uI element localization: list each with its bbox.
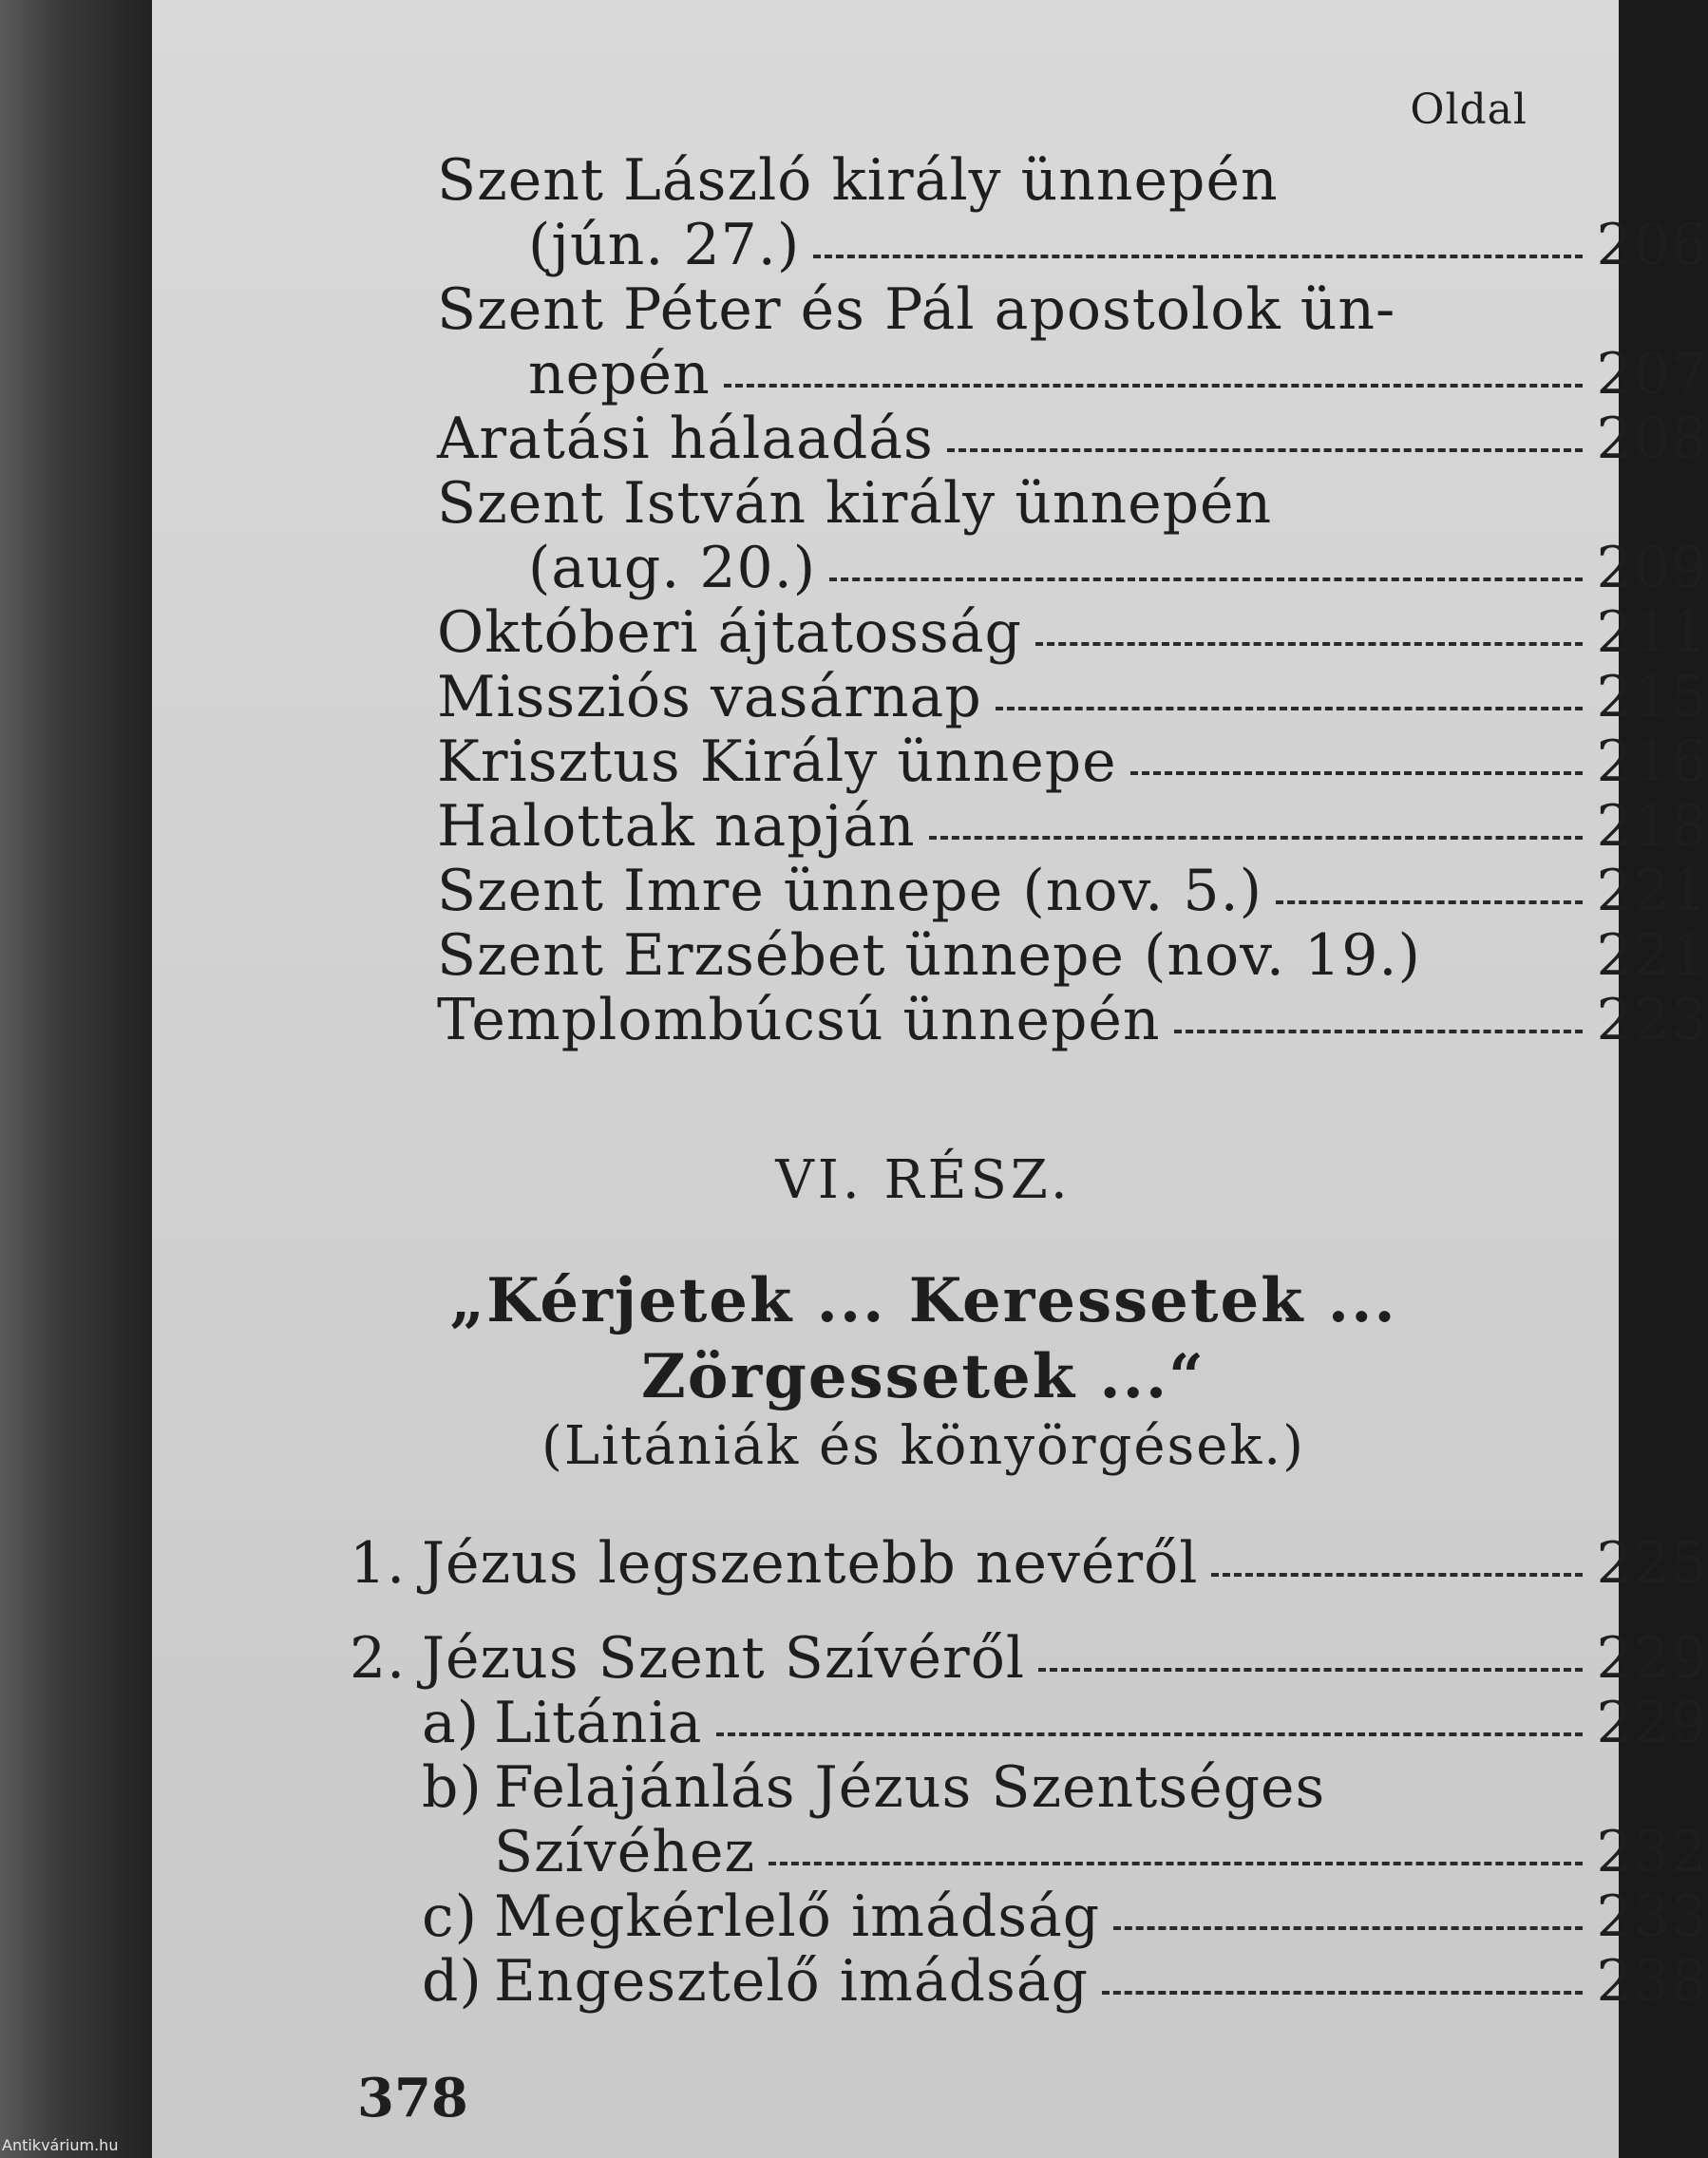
toc-entry-page: 208 xyxy=(1596,406,1708,472)
toc-entry-title: (jún. 27.) xyxy=(528,212,801,278)
toc-entry xyxy=(437,407,1708,471)
toc-entry-title: (aug. 20.) xyxy=(528,535,817,601)
toc-entry-title: Jézus Szent Szívéről xyxy=(422,1625,1026,1692)
leader-dots xyxy=(1276,900,1583,904)
toc-entry xyxy=(437,536,1708,600)
table-of-contents-lower xyxy=(350,1531,1708,2014)
toc-entry xyxy=(437,665,1708,729)
part-subtitle: (Litániák és könyörgések.) xyxy=(541,1415,1305,1477)
toc-entry xyxy=(437,988,1708,1052)
part-title-line-2: Zörgessetek ...“ xyxy=(641,1341,1205,1412)
toc-entry-page: 216 xyxy=(1596,729,1708,795)
part-title-line-1: „Kérjetek ... Keressetek ... xyxy=(449,1265,1397,1336)
toc-entry xyxy=(437,923,1708,988)
toc-entry-page: 223 xyxy=(1596,987,1708,1053)
toc-entry-letter: c) xyxy=(422,1884,479,1950)
toc-line: Szent István király ünnepén xyxy=(437,470,1273,537)
toc-entry-title: Szívéhez xyxy=(494,1819,756,1885)
toc-entry-title: Engesztelő imádság xyxy=(494,1948,1089,2015)
toc-entry-title: Halottak napján xyxy=(437,793,916,860)
toc-entry xyxy=(437,213,1708,277)
toc-line xyxy=(350,1755,1708,1820)
toc-entry xyxy=(350,1691,1708,1755)
leader-dots xyxy=(716,1732,1584,1736)
toc-entry xyxy=(350,1884,1708,1949)
toc-entry-page: 221 xyxy=(1596,858,1708,924)
toc-entry-page: 211 xyxy=(1596,599,1708,666)
toc-entry-page: 215 xyxy=(1596,664,1708,730)
toc-entry-letter: a) xyxy=(422,1690,481,1756)
toc-entry-page: 238 xyxy=(1596,1948,1708,2015)
leader-dots xyxy=(1102,1991,1583,1995)
page-column-header: Oldal xyxy=(1410,85,1528,134)
toc-entry xyxy=(350,1626,1708,1691)
leader-dots xyxy=(1130,771,1584,775)
toc-entry xyxy=(437,729,1708,794)
toc-entry-title: Missziós vasárnap xyxy=(437,664,982,730)
toc-entry-title: nepén xyxy=(528,341,711,407)
leader-dots xyxy=(1113,1926,1583,1930)
toc-entry-title: Litánia xyxy=(494,1690,703,1756)
leader-dots xyxy=(947,448,1584,452)
toc-entry-page: 229 xyxy=(1596,1625,1708,1692)
toc-entry-title: Szent Imre ünnepe (nov. 5.) xyxy=(437,858,1263,924)
book-spine-shadow xyxy=(0,0,152,2158)
toc-entry-page: 229 xyxy=(1596,1690,1708,1756)
toc-entry xyxy=(437,859,1708,923)
toc-entry-title: Szent Erzsébet ünnepe (nov. 19.) xyxy=(437,922,1421,989)
toc-entry-page: 232 xyxy=(1596,1819,1708,1885)
book-page xyxy=(152,0,1708,2158)
toc-entry-letter: d) xyxy=(422,1948,483,2015)
toc-entry xyxy=(437,342,1708,407)
leader-dots xyxy=(724,384,1584,388)
toc-entry-title: Templombúcsú ünnepén xyxy=(437,987,1161,1053)
toc-entry-page: 233 xyxy=(1596,1884,1708,1950)
toc-entry-title: Jézus legszentebb nevéről xyxy=(422,1530,1199,1597)
page-number: 378 xyxy=(357,2067,468,2130)
toc-entry-page: 206 xyxy=(1596,212,1708,278)
toc-entry-title: Megkérlelő imádság xyxy=(494,1884,1101,1950)
part-heading: VI. RÉSZ. xyxy=(775,1149,1072,1211)
toc-entry-page: 221 xyxy=(1596,922,1708,989)
table-of-contents-upper xyxy=(437,148,1708,1052)
toc-entry xyxy=(437,600,1708,665)
toc-entry-number: 1. xyxy=(350,1530,407,1597)
leader-dots xyxy=(829,577,1583,581)
toc-line: Szent Péter és Pál apostolok ün- xyxy=(437,276,1396,343)
toc-entry xyxy=(350,1949,1708,2014)
toc-entry xyxy=(350,1820,1708,1884)
toc-entry-page: 209 xyxy=(1596,535,1708,601)
toc-entry-title: Krisztus Király ünnepe xyxy=(437,729,1117,795)
part-title xyxy=(152,1263,1619,1415)
leader-dots xyxy=(1211,1573,1583,1577)
toc-entry-letter: b) xyxy=(422,1754,483,1821)
toc-entry-page: 218 xyxy=(1596,793,1708,860)
toc-entry-title: Októberi ájtatosság xyxy=(437,599,1022,666)
toc-entry-page: 207 xyxy=(1596,341,1708,407)
leader-dots xyxy=(1035,642,1584,646)
leader-dots xyxy=(929,836,1584,840)
leader-dots xyxy=(813,255,1583,258)
leader-dots xyxy=(1038,1668,1583,1672)
leader-dots xyxy=(769,1862,1583,1865)
toc-entry-title: Felajánlás Jézus Szentséges xyxy=(494,1754,1326,1821)
leader-dots xyxy=(996,707,1584,710)
toc-entry-title: Aratási hálaadás xyxy=(437,406,934,472)
toc-entry xyxy=(437,794,1708,859)
toc-entry-number: 2. xyxy=(350,1625,407,1692)
toc-entry xyxy=(350,1531,1708,1596)
watermark: Antikvárium.hu xyxy=(2,2136,119,2154)
toc-line: Szent László király ünnepén xyxy=(437,147,1279,214)
spacer xyxy=(350,1596,1708,1626)
toc-entry-page: 225 xyxy=(1596,1530,1708,1597)
leader-dots xyxy=(1174,1030,1584,1033)
